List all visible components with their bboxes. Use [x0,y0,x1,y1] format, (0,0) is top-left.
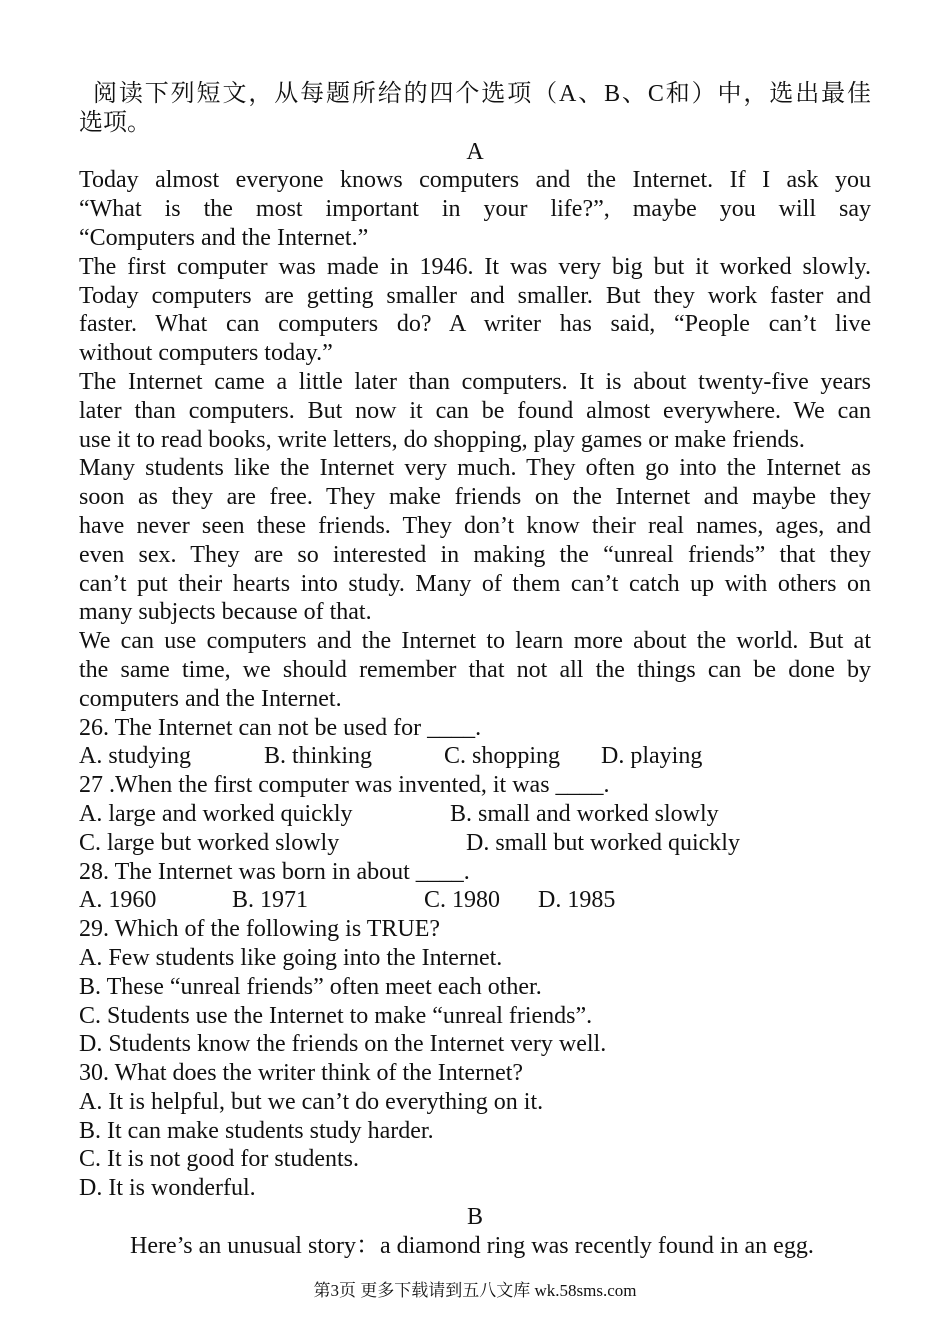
instruction-line-1: 阅读下列短文，从每题所给的四个选项（A、B、C和）中，选出最佳 [93,81,871,107]
option-c: C. shopping [444,743,561,770]
option-a: A. 1960 [79,887,157,914]
section-b-first-line: Here’s an unusual story：a diamond ring was recently found in an egg. [130,1232,814,1259]
option-d: D. small but worked quickly [466,829,740,856]
option-a: A. studying [79,743,192,770]
option-d: D. 1985 [538,887,616,914]
option-a: A. large and worked quickly [79,800,353,827]
document-page [79,80,871,1261]
passage-line: We can use computers and the Internet to learn more about the world. But at [79,628,871,655]
passage-line: Many students like the Internet very much. They often go into the Internet as [79,455,871,482]
passage-line: The first computer was made in 1946. It was very big but it worked slowly. [79,253,871,280]
question-27-options-row-1 [79,800,871,829]
passage-line: Today almost everyone knows computers and the Internet. If I ask you [79,167,871,194]
passage-line: “Computers and the Internet.” [79,224,369,251]
passage-line: even sex. They are so interested in making the “unreal friends” that they [79,541,871,568]
option-c: C. 1980 [424,887,501,914]
passage-line: soon as they are free. They make friends on the Internet and maybe they [79,484,871,511]
passage-line: have never seen these friends. They don’t know their real names, ages, and [79,512,871,539]
question-28-options [79,886,871,915]
passage-line: “What is the most important in your life?”, maybe you will say [79,196,871,223]
passage-line: computers and the Internet. [79,685,342,712]
question-27-options-row-2 [79,829,871,858]
option-a: A. Few students like going into the Internet. [79,944,503,971]
option-d: D. It is wonderful. [79,1175,256,1202]
passage-line: faster. What can computers do? A writer has said, “People can’t live [79,311,871,338]
question-30-stem: 30. What does the writer think of the Internet? [79,1060,524,1087]
passage-line: later than computers. But now it can be found almost everywhere. We can [79,397,871,424]
option-b: B. It can make students study harder. [79,1117,434,1144]
option-b: B. These “unreal friends” often meet each other. [79,973,542,1000]
option-c: C. It is not good for students. [79,1146,359,1173]
section-b-heading: B [466,1204,483,1231]
question-29-stem: 29. Which of the following is TRUE? [79,916,441,943]
instruction-line-2: 选项。 [79,109,151,136]
option-c: C. large but worked slowly [79,829,340,856]
passage-line: use it to read books, write letters, do shopping, play games or make friends. [79,426,805,453]
question-26-options [79,742,871,771]
section-a-heading: A [466,138,484,165]
option-b: B. small and worked slowly [450,800,719,827]
passage-line: without computers today.” [79,340,333,367]
page-footer: 第3页 更多下载请到五八文库 wk.58sms.com [313,1281,637,1300]
passage-line: The Internet came a little later than computers. It is about twenty-five years [79,368,871,395]
question-26-stem: 26. The Internet can not be used for ____. [79,714,482,741]
option-d: D. playing [601,743,703,770]
option-b: B. thinking [264,743,373,770]
question-28-stem: 28. The Internet was born in about ____. [79,858,470,885]
passage-line: can’t put their hearts into study. Many of them can’t catch up with others on [79,570,871,597]
option-c: C. Students use the Internet to make “unreal friends”. [79,1002,593,1029]
question-27-stem: 27 .When the first computer was invented, it was ____. [79,772,610,799]
option-b: B. 1971 [232,887,309,914]
passage-line: Today computers are getting smaller and smaller. But they work faster and [79,282,871,309]
option-d: D. Students know the friends on the Internet very well. [79,1031,607,1058]
passage-line: many subjects because of that. [79,599,372,626]
passage-line: the same time, we should remember that not all the things can be done by [79,656,871,683]
option-a: A. It is helpful, but we can’t do everything on it. [79,1088,544,1115]
